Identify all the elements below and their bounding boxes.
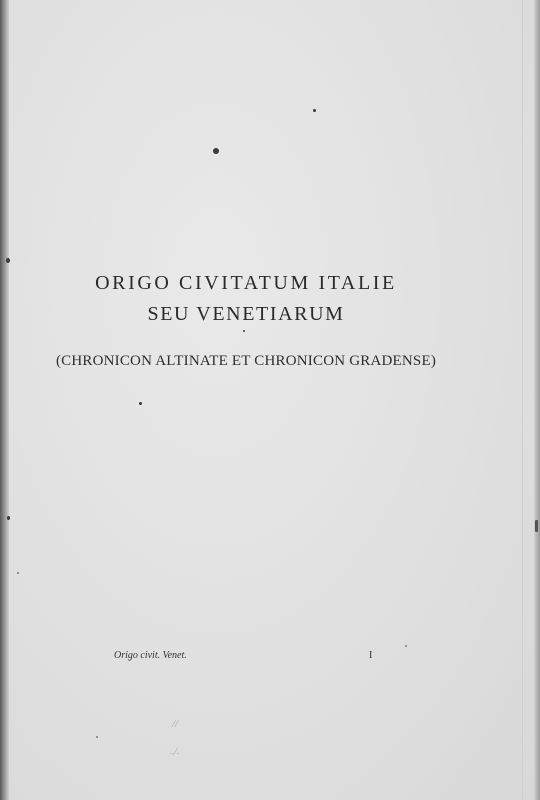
scan-speck — [6, 258, 10, 263]
scan-speck — [7, 516, 10, 520]
page-left-edge-shadow — [0, 0, 9, 800]
pencil-mark: .,/. — [170, 746, 180, 756]
subtitle: (CHRONICON ALTINATE ET CHRONICON GRADENSE) — [55, 353, 437, 369]
title-line-1: ORIGO CIVITATUM ITALIE — [95, 272, 397, 294]
footer-sheet-number: I — [369, 650, 373, 661]
scan-speck — [243, 330, 245, 332]
page-right-edge-shadow — [534, 0, 540, 800]
page-fold-line — [522, 0, 523, 800]
scan-speck — [535, 520, 538, 532]
title-line-2: SEU VENETIARUM — [147, 303, 345, 325]
scan-speck — [17, 572, 19, 574]
footer-signature: Origo civit. Venet. — [114, 650, 187, 661]
scan-speck — [313, 109, 316, 112]
pencil-mark: // — [172, 718, 179, 730]
scan-speck — [213, 148, 219, 154]
scan-speck — [96, 736, 98, 738]
scan-speck — [405, 645, 407, 647]
scan-speck — [139, 402, 142, 405]
